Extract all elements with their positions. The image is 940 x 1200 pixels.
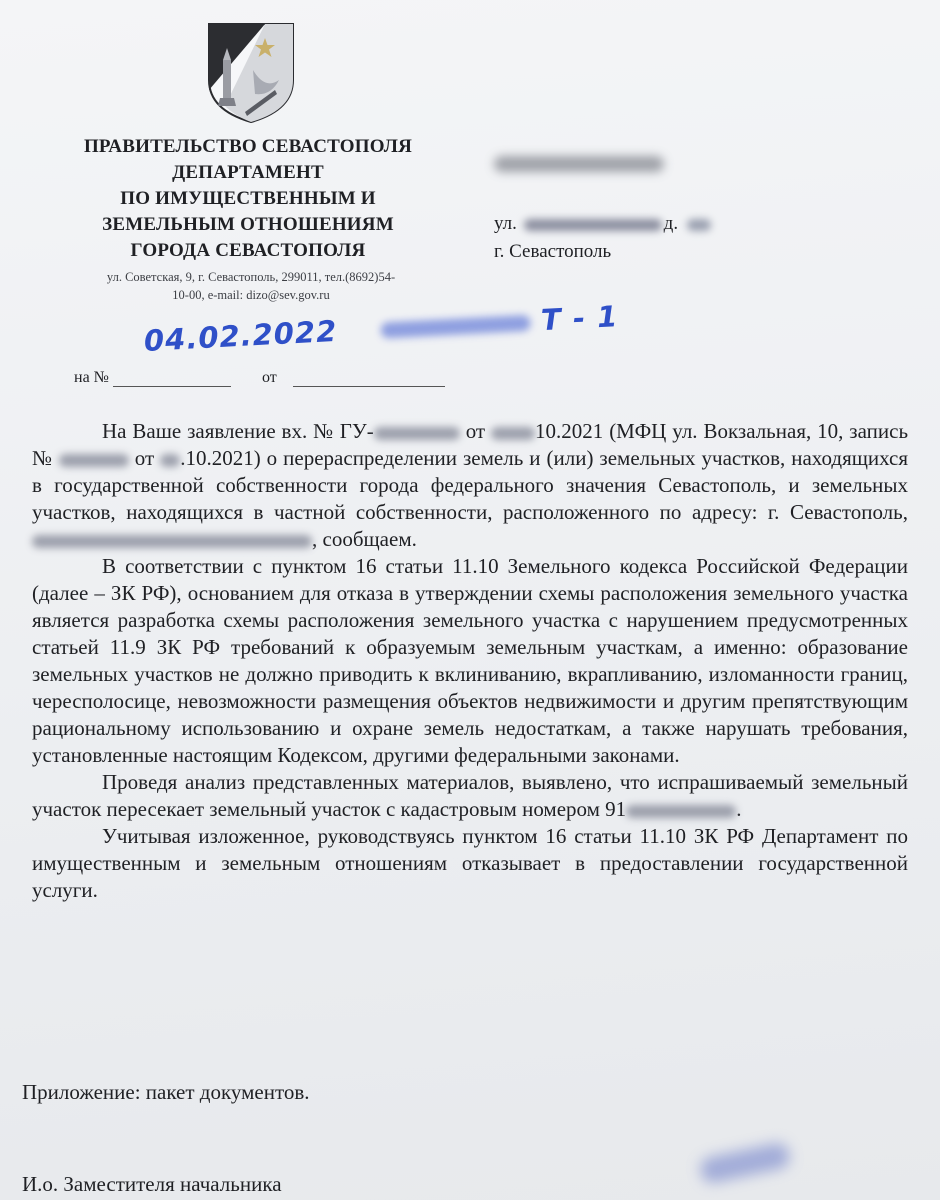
redacted-cadastral-number [626,805,736,818]
p1-text-d: (МФЦ ул. Вокзальная, 10, запись № [32,419,909,470]
paragraph-application [32,418,908,553]
paragraph-legal-basis: В соответствии с пунктом 16 статьи 11.10 Земельного кодекса Российской Федерации (далее – ЗК РФ), основанием для отказа в утверждении схемы расположения земельного участка является разработка схемы расположения земельного участка с нарушением предусмотренных статьей 11.9 ЗК РФ требований к образуемым земельным участкам, а именно: образование земельных участков не должно приводить к вклиниванию, вкрапливанию, изломанности границ, чересполосице, невозможности размещения объектов недвижимости и другим препятствующим рациональному использованию и охране земель недостаткам, а также нарушать требования, установленные настоящим Кодексом, другими федеральными законами. [32,554,908,767]
sevastopol-coat-of-arms-icon [205,20,297,124]
dept-line-government: ПРАВИТЕЛЬСТВО СЕВАСТОПОЛЯ [83,136,413,157]
redacted-street [524,219,662,231]
paragraph-decision: Учитывая изложенное, руководствуясь пунктом 16 статьи 11.10 ЗК РФ Департамент по имущественным и земельным отношениям отказывает в предоставлении государственной услуги. [32,824,908,902]
redacted-mfc-day [160,454,180,467]
dept-line-property: ПО ИМУЩЕСТВЕННЫМ И [120,188,376,209]
p3-text-b: . [736,797,742,821]
p1-text-c: 10.2021 [535,419,604,443]
reg-number-underline [113,368,231,387]
signatory-title: И.о. Заместителя начальника [22,1172,282,1196]
department-contacts [46,268,456,304]
reg-number-field [74,368,231,387]
p3-text-a: Проведя анализ представленных материалов, выявлено, что испрашиваемый земельный участок пересекает земельный участок с кадастровым номером 91 [32,770,908,821]
house-prefix: д. [663,213,679,234]
dept-line-city: ГОРОДА СЕВАСТОПОЛЯ [130,240,366,261]
p1-text-e: от [134,446,155,470]
recipient-street-line [494,210,711,238]
dept-line-department: ДЕПАРТАМЕНТ [172,162,324,183]
redacted-signature [698,1141,791,1185]
redacted-property-address [32,535,312,548]
reg-date-field [262,368,445,387]
reg-number-label: на № [74,369,109,386]
dept-line-land: ЗЕМЕЛЬНЫМ ОТНОШЕНИЯМ [102,214,394,235]
p1-text-g: , сообщаем. [312,527,417,551]
appendix-line: Приложение: пакет документов. [22,1080,310,1104]
contacts-email: 10-00, e-mail: dizo@sev.gov.ru [172,288,330,302]
paragraph-analysis [32,769,908,823]
p1-text-a: На Ваше заявление вх. № ГУ- [102,419,374,443]
redacted-house-number [687,219,711,231]
letter-body [32,418,908,904]
handwritten-date: 04.02.2022 [143,313,339,358]
recipient-address [494,210,711,266]
recipient-city: г. Севастополь [494,241,612,262]
p1-text-b: от [465,419,486,443]
redacted-recipient-name [494,156,664,172]
handwritten-number: Т - 1 [540,299,620,338]
contacts-address: ул. Советская, 9, г. Севастополь, 299011, тел.(8692)54- [106,270,396,284]
handwritten-registration [143,299,619,358]
p1-text-f: .10.2021) о перераспределении земель и (или) земельных участков, находящихся в государственной собственности города федерального значения Севастополь, и земельных участков, находящихся в частной собственности, расположенного по адресу: г. Севастополь, [32,446,909,524]
department-header [48,134,448,264]
redacted-application-number [374,427,460,440]
redacted-mfc-record [59,454,129,467]
handwritten-number-scribble [380,315,531,339]
street-prefix: ул. [494,213,517,234]
reg-date-label: от [262,369,277,386]
redacted-application-day [491,427,535,440]
reg-date-underline [293,368,445,387]
